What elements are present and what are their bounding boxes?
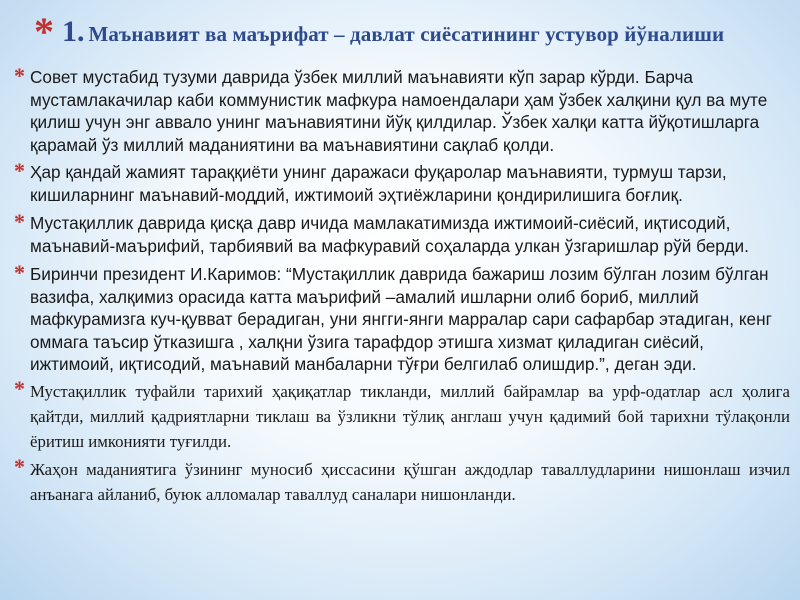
bullet-text: Ҳар қандай жамият тараққиёти унинг даражаси фуқаролар маънавияти, турмуш тарзи, кишиларнинг маънавий-моддий, ижтимоий эҳтиёжларини қондирилишига боғлиқ. bbox=[30, 162, 727, 205]
bullet-item bbox=[14, 63, 790, 156]
bullet-star-icon: * bbox=[14, 453, 25, 479]
bullet-item bbox=[14, 453, 790, 507]
bullet-star-icon: * bbox=[14, 260, 25, 285]
bullet-text: Мустақиллик туфайли тарихий ҳақиқатлар тикланди, миллий байрамлар ва урф-одатлар асл ҳолига қайтди, миллий қадриятларни тиклаш ва ўзликни тўлиқ англаш учун қадимий бой тарихни тўлақонли ёритиш имконияти туғилди. bbox=[30, 381, 790, 451]
title-text: Маънавият ва маърифат – давлат сиёсатининг устувор йўналиши bbox=[88, 22, 725, 46]
bullet-list bbox=[14, 63, 790, 507]
bullet-item bbox=[14, 375, 790, 454]
bullet-text: Биринчи президент И.Каримов: “Мустақиллик даврида бажариш лозим бўлган лозим бўлган вазифа, халқимиз орасида катта маърифий –амалий ишларни олиб бориб, миллий мафкурамизга куч-қувват берадиган, уни янгги-янги марралар сари сафарбар этадиган, кенг оммага таъсир ўтказишга , халқни ўзига тарафдор этишга хизмат қиладиган сиёсий, ижтимоий, иқтисодий, маънавий манбаларни тўғри белгилаб олишдир.”, деган эди. bbox=[30, 264, 772, 374]
bullet-item bbox=[14, 209, 790, 257]
bullet-item bbox=[14, 158, 790, 206]
bullet-text: Жаҳон маданиятига ўзининг муносиб ҳиссасини қўшган аждодлар таваллудларини нишонлаш изчил анъанага айланиб, буюк алломалар таваллуд саналари нишонланди. bbox=[30, 459, 790, 504]
slide-title bbox=[34, 8, 794, 56]
bullet-text: Мустақиллик даврида қисқа давр ичида мамлакатимизда ижтимоий-сиёсий, иқтисодий, маънавий-маърифий, тарбиявий ва мафкуравий соҳаларда улкан ўзгаришлар рўй берди. bbox=[30, 213, 749, 256]
bullet-item bbox=[14, 260, 790, 376]
bullet-star-icon: * bbox=[14, 209, 25, 234]
title-bullet-star-icon: * bbox=[34, 9, 54, 54]
bullet-star-icon: * bbox=[14, 63, 25, 88]
bullet-star-icon: * bbox=[14, 158, 25, 183]
title-number: 1. bbox=[62, 15, 85, 48]
bullet-text: Совет мустабид тузуми даврида ўзбек миллий маънавияти кўп зарар кўрди. Барча мустамлакачилар каби коммунистик мафкура намоендалари ҳам ўзбек халқини қул ва муте қилиш учун энг аввало унинг маънавиятини йўқ қилдилар. Ўзбек халқи катта йўқотишларга қарамай ўз миллий маданиятини ва маънавиятини сақлаб қолди. bbox=[30, 67, 768, 155]
bullet-star-icon: * bbox=[14, 375, 25, 401]
